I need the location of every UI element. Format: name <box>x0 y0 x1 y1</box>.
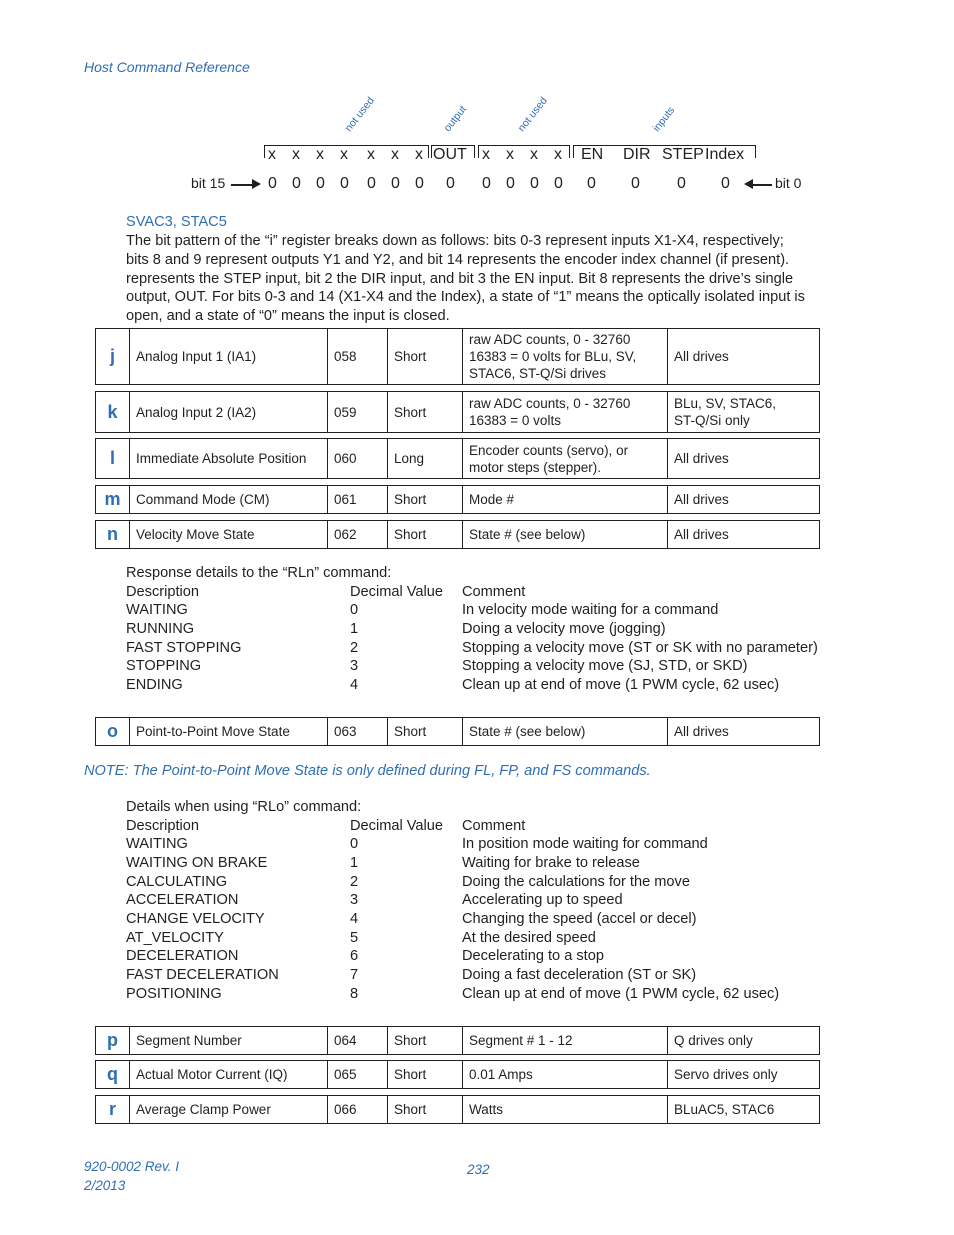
register-units <box>463 439 668 478</box>
paragraph-line: output, OUT. For bits 0-3 and 14 (X1-X4 and the Index), a state of “1” means the optically isolated input is <box>126 289 805 306</box>
bit-letter-2: DIR <box>623 146 651 163</box>
footer-doc-number: 920-0002 Rev. I <box>84 1159 180 1174</box>
bit-letter-0: Index <box>705 146 745 163</box>
paragraph-line: bits 8 and 9 represent outputs Y1 and Y2, and bit 14 represents the encoder index channel (if present). <box>126 251 790 268</box>
rln-row-value: 3 <box>350 658 359 674</box>
bit-value-8: 0 <box>446 175 455 192</box>
bit-15-label: bit 15 <box>191 175 226 191</box>
units-line: raw ADC counts, 0 - 32760 <box>469 396 631 411</box>
rln-row-value: 0 <box>350 602 359 618</box>
rlo-row-description: POSITIONING <box>126 986 222 1002</box>
group-label-output: output <box>441 103 469 134</box>
table-row-p <box>95 1026 820 1055</box>
register-units: Mode # <box>463 486 668 513</box>
bit-0-label: bit 0 <box>775 175 802 191</box>
rlo-header-value: Decimal Value <box>350 818 444 834</box>
table-row-n <box>95 520 820 549</box>
bit-letter-10: x <box>391 146 399 163</box>
bit-letter-13: x <box>316 146 324 163</box>
rlo-row-value: 6 <box>350 948 359 964</box>
rlo-row-description: WAITING ON BRAKE <box>126 855 268 871</box>
register-letter: m <box>96 486 130 513</box>
bit-value-12: 0 <box>340 175 349 192</box>
units-line: Encoder counts (servo), or <box>469 442 629 458</box>
bit-value-1: 0 <box>677 175 686 192</box>
rln-row-description: RUNNING <box>126 621 195 637</box>
register-type: Short <box>388 521 463 548</box>
register-letter: p <box>96 1027 130 1054</box>
running-header: Host Command Reference <box>84 59 250 75</box>
rln-row-value: 4 <box>350 677 359 693</box>
units-line: 16383 = 0 volts <box>469 413 561 428</box>
rlo-row-value: 7 <box>350 967 359 983</box>
register-drives: All drives <box>674 527 729 542</box>
register-letter: n <box>96 521 130 548</box>
bit-diagram <box>0 0 954 200</box>
units-line: motor steps (stepper). <box>469 459 602 475</box>
register-name: Command Mode (CM) <box>130 486 328 513</box>
rlo-row-description: CHANGE VELOCITY <box>126 911 265 927</box>
drives-line: ST-Q/Si only <box>674 413 750 428</box>
rlo-row-comment: At the desired speed <box>462 930 596 946</box>
table-row-k <box>95 391 820 433</box>
rlo-row-value: 8 <box>350 986 359 1002</box>
register-units: Watts <box>463 1096 668 1123</box>
register-letter: k <box>96 392 130 432</box>
register-units <box>463 329 668 384</box>
register-letter: j <box>96 329 130 384</box>
rln-row-comment: Clean up at end of move (1 PWM cycle, 62 usec) <box>462 677 780 693</box>
bit-value-10: 0 <box>391 175 400 192</box>
register-letter: l <box>96 439 130 478</box>
register-type: Short <box>388 718 463 745</box>
bit-value-5: 0 <box>530 175 539 192</box>
units-line: 16383 = 0 volts for BLu, SV, <box>469 349 637 364</box>
register-units: State # (see below) <box>463 718 668 745</box>
register-units: State # (see below) <box>463 521 668 548</box>
bit-letter-4: x <box>554 146 562 163</box>
rlo-row-comment: Waiting for brake to release <box>462 855 640 871</box>
rlo-row-comment: Accelerating up to speed <box>462 892 623 908</box>
rlo-row-value: 2 <box>350 874 359 890</box>
bit-value-4: 0 <box>554 175 563 192</box>
rlo-row-value: 4 <box>350 911 359 927</box>
paragraph-line: represents the STEP input, bit 2 the DIR input, and bit 3 the EN input. Bit 8 represents the drive’s single <box>126 270 794 287</box>
register-code: 063 <box>328 718 388 745</box>
register-name: Average Clamp Power <box>130 1096 328 1123</box>
units-line: raw ADC counts, 0 - 32760 <box>469 332 631 347</box>
register-type: Short <box>388 392 463 432</box>
bit-letter-9: x <box>415 146 423 163</box>
footer-page-number: 232 <box>467 1162 490 1177</box>
register-drives: Servo drives only <box>674 1067 778 1082</box>
rln-intro: Response details to the “RLn” command: <box>126 565 392 581</box>
bit-value-7: 0 <box>482 175 491 192</box>
register-name: Velocity Move State <box>130 521 328 548</box>
rln-row-comment: Stopping a velocity move (ST or SK with no parameter) <box>462 640 818 656</box>
register-drives <box>668 392 819 432</box>
group-label-inputs: inputs <box>650 104 678 134</box>
register-code: 059 <box>328 392 388 432</box>
bit-letter-14: x <box>292 146 300 163</box>
drives-line: BLu, SV, STAC6, <box>674 396 777 411</box>
rlo-row-description: FAST DECELERATION <box>126 967 279 983</box>
rln-header-description: Description <box>126 584 199 600</box>
register-type: Short <box>388 1027 463 1054</box>
left-arrow-line <box>231 184 253 186</box>
rlo-intro: Details when using “RLo” command: <box>126 799 362 815</box>
section-paragraph <box>126 232 866 326</box>
register-units <box>463 392 668 432</box>
table-row-o <box>95 717 820 746</box>
bit-value-2: 0 <box>631 175 640 192</box>
bit-value-3: 0 <box>587 175 596 192</box>
register-type: Short <box>388 329 463 384</box>
bit-value-14: 0 <box>292 175 301 192</box>
register-type: Short <box>388 1096 463 1123</box>
bit-letter-6: x <box>506 146 514 163</box>
rln-header-value: Decimal Value <box>350 584 444 600</box>
register-letter: q <box>96 1061 130 1088</box>
rlo-row-value: 5 <box>350 930 359 946</box>
rlo-row-description: WAITING <box>126 836 188 852</box>
rln-row-description: WAITING <box>126 602 188 618</box>
bit-letter-12: x <box>340 146 348 163</box>
register-drives: All drives <box>674 451 729 466</box>
rlo-row-comment: In position mode waiting for command <box>462 836 708 852</box>
bit-letter-15: x <box>268 146 276 163</box>
rlo-row-description: AT_VELOCITY <box>126 930 224 946</box>
rlo-row-comment: Decelerating to a stop <box>462 948 604 964</box>
group-label-not-used-1: not used <box>342 94 377 134</box>
rlo-row-comment: Clean up at end of move (1 PWM cycle, 62 usec) <box>462 986 780 1002</box>
rln-row-comment: Stopping a velocity move (SJ, STD, or SKD) <box>462 658 748 674</box>
register-name: Analog Input 1 (IA1) <box>130 329 328 384</box>
register-name: Analog Input 2 (IA2) <box>130 392 328 432</box>
rln-row-comment: In velocity mode waiting for a command <box>462 602 719 618</box>
register-drives: BLuAC5, STAC6 <box>674 1102 775 1117</box>
rlo-row-description: CALCULATING <box>126 874 228 890</box>
rlo-row-comment: Doing the calculations for the move <box>462 874 690 890</box>
footer-date: 2/2013 <box>84 1178 126 1193</box>
register-units: 0.01 Amps <box>463 1061 668 1088</box>
rlo-row-description: ACCELERATION <box>126 892 239 908</box>
rln-row-comment: Doing a velocity move (jogging) <box>462 621 666 637</box>
register-drives: All drives <box>674 492 729 507</box>
bit-value-9: 0 <box>415 175 424 192</box>
register-code: 061 <box>328 486 388 513</box>
bit-value-13: 0 <box>316 175 325 192</box>
rlo-header-description: Description <box>126 818 199 834</box>
register-name: Segment Number <box>130 1027 328 1054</box>
register-drives: All drives <box>674 349 729 364</box>
rln-row-description: ENDING <box>126 677 183 693</box>
register-name: Point-to-Point Move State <box>130 718 328 745</box>
note-text: NOTE: The Point-to-Point Move State is only defined during FL, FP, and FS commands. <box>84 763 651 779</box>
rln-row-description: STOPPING <box>126 658 202 674</box>
rln-row-value: 1 <box>350 621 359 637</box>
register-type: Short <box>388 486 463 513</box>
bit-letter-8: OUT <box>433 146 467 163</box>
register-drives: All drives <box>674 724 729 739</box>
right-arrow-line <box>752 184 772 186</box>
table-row-j <box>95 328 820 385</box>
rlo-row-comment: Changing the speed (accel or decel) <box>462 911 697 927</box>
left-arrow-icon <box>252 179 261 189</box>
bit-letter-1: STEP <box>662 146 704 163</box>
register-code: 066 <box>328 1096 388 1123</box>
register-letter: o <box>96 718 130 745</box>
register-drives: Q drives only <box>674 1033 753 1048</box>
bit-value-0: 0 <box>721 175 730 192</box>
units-line: STAC6, ST-Q/Si drives <box>469 366 607 381</box>
rlo-row-value: 3 <box>350 892 359 908</box>
table-row-l <box>95 438 820 479</box>
rln-header-comment: Comment <box>462 584 526 600</box>
register-code: 062 <box>328 521 388 548</box>
rlo-row-value: 0 <box>350 836 359 852</box>
register-code: 064 <box>328 1027 388 1054</box>
register-name: Actual Motor Current (IQ) <box>130 1061 328 1088</box>
register-letter: r <box>96 1096 130 1123</box>
table-row-m <box>95 485 820 514</box>
bit-value-15: 0 <box>268 175 277 192</box>
bit-letter-3: EN <box>581 146 604 163</box>
register-code: 058 <box>328 329 388 384</box>
rln-row-description: FAST STOPPING <box>126 640 242 656</box>
table-row-q <box>95 1060 820 1089</box>
rlo-row-description: DECELERATION <box>126 948 239 964</box>
bit-letter-5: x <box>530 146 538 163</box>
bit-value-6: 0 <box>506 175 515 192</box>
register-units: Segment # 1 - 12 <box>463 1027 668 1054</box>
register-code: 065 <box>328 1061 388 1088</box>
paragraph-line: The bit pattern of the “i” register breaks down as follows: bits 0-3 represent inputs X1-X4, respectively; <box>126 233 784 249</box>
register-type: Short <box>388 1061 463 1088</box>
rlo-row-comment: Doing a fast deceleration (ST or SK) <box>462 967 697 983</box>
register-code: 060 <box>328 439 388 478</box>
group-label-not-used-2: not used <box>515 94 550 134</box>
rlo-header-comment: Comment <box>462 818 526 834</box>
bit-value-11: 0 <box>367 175 376 192</box>
bit-letter-7: x <box>482 146 490 163</box>
register-name: Immediate Absolute Position <box>130 439 328 478</box>
rlo-row-value: 1 <box>350 855 359 871</box>
rln-row-value: 2 <box>350 640 359 656</box>
paragraph-line: open, and a state of “0” means the input is closed. <box>126 308 450 325</box>
bit-letter-11: x <box>367 146 375 163</box>
register-type: Long <box>388 439 463 478</box>
table-row-r <box>95 1095 820 1124</box>
section-heading: SVAC3, STAC5 <box>126 214 227 230</box>
